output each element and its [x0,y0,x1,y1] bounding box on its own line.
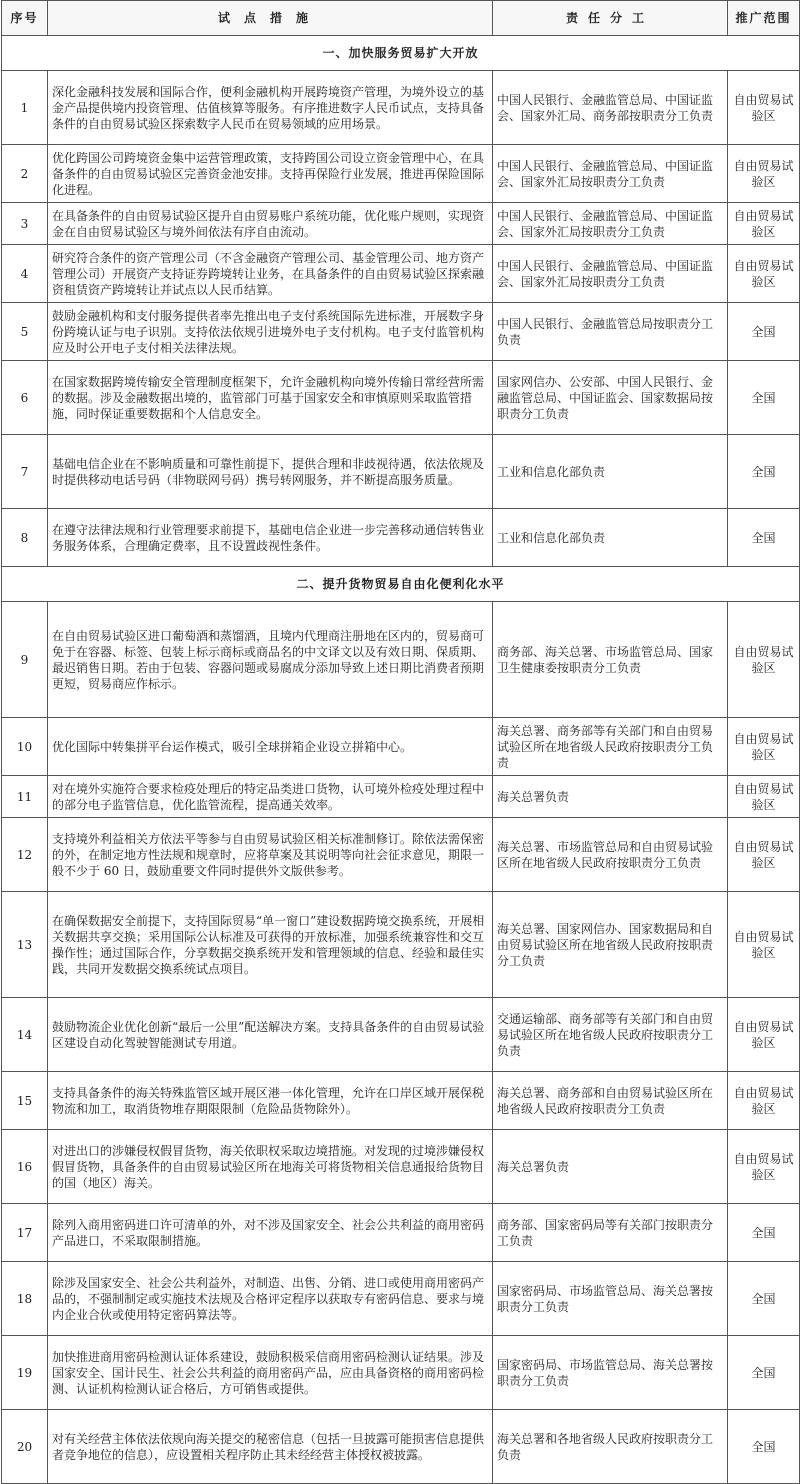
row-scope: 全国 [728,1336,800,1410]
row-responsibility: 海关总署、商务部和自由贸易试验区所在地省级人民政府按职责分工负责 [493,1072,728,1130]
row-number: 14 [2,998,48,1072]
row-scope: 自由贸易试验区 [728,892,800,998]
table-row [2,203,800,245]
row-measure: 对有关经营主体依法依规向海关提交的秘密信息（包括一旦披露可能损害信息提供者竞争地位的信息），应设置相关程序防止其未经经营主体授权被披露。 [48,1410,493,1484]
row-responsibility: 中国人民银行、金融监管总局、中国证监会、国家外汇局按职责分工负责 [493,145,728,203]
row-responsibility: 商务部、海关总署、市场监管总局、国家卫生健康委按职责分工负责 [493,602,728,718]
row-scope: 全国 [728,435,800,509]
row-responsibility: 海关总署负责 [493,1130,728,1204]
table-row [2,435,800,509]
row-responsibility: 工业和信息化部负责 [493,435,728,509]
section-title: 一、加快服务贸易扩大开放 [2,36,800,71]
row-measure: 在自由贸易试验区进口葡萄酒和蒸馏酒，且境内代理商注册地在区内的，贸易商可免于在容器、标签、包装上标示商标或商品名的中文译文以及有效日期、保质期、最迟销售日期。若由于包装、容器问题或易腐成分添加导致上述日期比消费者预期更短，贸易商应作标示。 [48,602,493,718]
row-number: 19 [2,1336,48,1410]
row-measure: 研究符合条件的资产管理公司（不含金融资产管理公司、基金管理公司、地方资产管理公司）开展资产支持证券跨境转让业务，在具备条件的自由贸易试验区探索融资租赁资产跨境转让并试点以人民币结算。 [48,245,493,303]
row-measure: 在国家数据跨境传输安全管理制度框架下，允许金融机构向境外传输日常经营所需的数据。涉及金融数据出境的，监管部门可基于国家安全和审慎原则采取监管措施，同时保证重要数据和个人信息安全。 [48,361,493,435]
table-row [2,1204,800,1262]
row-number: 18 [2,1262,48,1336]
row-responsibility: 中国人民银行、金融监管总局按职责分工负责 [493,303,728,361]
row-number: 4 [2,245,48,303]
row-number: 1 [2,71,48,145]
header-responsibility: 责任分工 [493,1,728,36]
header-scope: 推广范围 [728,1,800,36]
table-row [2,602,800,718]
row-number: 6 [2,361,48,435]
table-row [2,818,800,892]
table-row [2,1130,800,1204]
row-measure: 除列入商用密码进口许可清单的外，对不涉及国家安全、社会公共利益的商用密码产品进口，不采取限制措施。 [48,1204,493,1262]
table-row [2,1336,800,1410]
header-no: 序号 [2,1,48,36]
row-responsibility: 国家密码局、市场监管总局、海关总署按职责分工负责 [493,1336,728,1410]
row-measure: 鼓励物流企业优化创新“最后一公里”配送解决方案。支持具备条件的自由贸易试验区建设自动化驾驶智能测试专用道。 [48,998,493,1072]
table-row [2,1410,800,1484]
row-responsibility: 国家网信办、公安部、中国人民银行、金融监管总局、中国证监会、国家数据局按职责分工负责 [493,361,728,435]
row-responsibility: 海关总署和各地省级人民政府按职责分工负责 [493,1410,728,1484]
row-scope: 自由贸易试验区 [728,998,800,1072]
row-measure: 深化金融科技发展和国际合作，便利金融机构开展跨境资产管理，为境外设立的基金产品提供境内投资管理、估值核算等服务。有序推进数字人民币试点，支持具备条件的自由贸易试验区探索数字人民币在贸易领域的应用场景。 [48,71,493,145]
table-body [2,36,800,1484]
row-number: 17 [2,1204,48,1262]
row-measure: 基础电信企业在不影响质量和可靠性前提下，提供合理和非歧视待遇，依法依规及时提供移动电话号码（非物联网号码）携号转网服务，并不断提高服务质量。 [48,435,493,509]
row-number: 2 [2,145,48,203]
row-responsibility: 海关总署负责 [493,776,728,818]
row-responsibility: 交通运输部、商务部等有关部门和自由贸易试验区所在地省级人民政府按职责分工负责 [493,998,728,1072]
row-scope: 全国 [728,1262,800,1336]
table-row [2,303,800,361]
row-number: 9 [2,602,48,718]
row-measure: 在具备条件的自由贸易试验区提升自由贸易账户系统功能，优化账户规则，实现资金在自由贸易试验区与境外间依法有序自由流动。 [48,203,493,245]
row-scope: 自由贸易试验区 [728,203,800,245]
row-responsibility: 商务部、国家密码局等有关部门按职责分工负责 [493,1204,728,1262]
row-number: 12 [2,818,48,892]
row-measure: 对进出口的涉嫌侵权假冒货物，海关依职权采取边境措施。对发现的过境涉嫌侵权假冒货物，具备条件的自由贸易试验区所在地海关可将货物相关信息通报给货物目的国（地区）海关。 [48,1130,493,1204]
row-scope: 全国 [728,509,800,567]
table-row [2,509,800,567]
table-row [2,245,800,303]
table-row [2,361,800,435]
table-row [2,71,800,145]
row-scope: 自由贸易试验区 [728,245,800,303]
section-row [2,567,800,602]
row-scope: 全国 [728,303,800,361]
table-row [2,1262,800,1336]
row-scope: 自由贸易试验区 [728,145,800,203]
row-number: 15 [2,1072,48,1130]
row-number: 3 [2,203,48,245]
row-responsibility: 中国人民银行、金融监管总局、中国证监会、国家外汇局按职责分工负责 [493,203,728,245]
row-measure: 加快推进商用密码检测认证体系建设，鼓励积极采信商用密码检测认证结果。涉及国家安全、国计民生、社会公共利益的商用密码产品，应由具备资格的商用密码检测、认证机构检测认证合格后，方可销售或提供。 [48,1336,493,1410]
row-scope: 自由贸易试验区 [728,718,800,776]
row-measure: 支持具备条件的海关特殊监管区域开展区港一体化管理，允许在口岸区域开展保税物流和加工，取消货物堆存期限限制（危险品货物除外）。 [48,1072,493,1130]
row-scope: 自由贸易试验区 [728,71,800,145]
header-measure: 试点措施 [48,1,493,36]
row-number: 20 [2,1410,48,1484]
row-responsibility: 海关总署、国家网信办、国家数据局和自由贸易试验区所在地省级人民政府按职责分工负责 [493,892,728,998]
policy-table [1,0,800,1484]
row-responsibility: 国家密码局、市场监管总局、海关总署按职责分工负责 [493,1262,728,1336]
row-measure: 对在境外实施符合要求检疫处理后的特定品类进口货物，认可境外检疫处理过程中的部分电子监管信息，优化监管流程，提高通关效率。 [48,776,493,818]
row-scope: 自由贸易试验区 [728,602,800,718]
table-row [2,1072,800,1130]
row-scope: 自由贸易试验区 [728,1072,800,1130]
section-title: 二、提升货物贸易自由化便利化水平 [2,567,800,602]
table-row [2,776,800,818]
row-measure: 在遵守法律法规和行业管理要求前提下，基础电信企业进一步完善移动通信转售业务服务体系，合理确定费率，且不设置歧视性条件。 [48,509,493,567]
row-responsibility: 中国人民银行、金融监管总局、中国证监会、国家外汇局按职责分工负责 [493,245,728,303]
row-number: 13 [2,892,48,998]
row-number: 10 [2,718,48,776]
row-number: 8 [2,509,48,567]
row-responsibility: 工业和信息化部负责 [493,509,728,567]
row-number: 5 [2,303,48,361]
table-row [2,718,800,776]
row-number: 11 [2,776,48,818]
table-row [2,998,800,1072]
row-measure: 优化国际中转集拼平台运作模式，吸引全球拼箱企业设立拼箱中心。 [48,718,493,776]
row-responsibility: 海关总署、市场监管总局和自由贸易试验区所在地省级人民政府按职责分工负责 [493,818,728,892]
row-scope: 全国 [728,1204,800,1262]
row-responsibility: 海关总署、商务部等有关部门和自由贸易试验区所在地省级人民政府按职责分工负责 [493,718,728,776]
row-measure: 优化跨国公司跨境资金集中运营管理政策，支持跨国公司设立资金管理中心，在具备条件的自由贸易试验区完善资金池安排。支持再保险行业发展，推进再保险国际化进程。 [48,145,493,203]
row-scope: 自由贸易试验区 [728,1130,800,1204]
row-scope: 自由贸易试验区 [728,818,800,892]
row-measure: 在确保数据安全前提下，支持国际贸易“单一窗口”建设数据跨境交换系统，开展相关数据共享交换；采用国际公认标准及可获得的开放标准，加强系统兼容性和交互操作性；通过国际合作，分享数据交换系统开发和管理领域的信息、经验和最佳实践，共同开发数据交换系统试点项目。 [48,892,493,998]
row-scope: 全国 [728,1410,800,1484]
row-measure: 支持境外利益相关方依法平等参与自由贸易试验区相关标准制修订。除依法需保密的外，在制定地方性法规和规章时，应将草案及其说明等向社会征求意见，期限一般不少于 60 日，鼓励重要文件同时提供外文版供参考。 [48,818,493,892]
table-row [2,145,800,203]
row-responsibility: 中国人民银行、金融监管总局、中国证监会、国家外汇局、商务部按职责分工负责 [493,71,728,145]
row-scope: 全国 [728,361,800,435]
row-scope: 自由贸易试验区 [728,776,800,818]
table-row [2,892,800,998]
row-number: 7 [2,435,48,509]
row-number: 16 [2,1130,48,1204]
table-header-row [2,1,800,36]
row-measure: 鼓励金融机构和支付服务提供者率先推出电子支付系统国际先进标准，开展数字身份跨境认证与电子识别。支持依法依规引进境外电子支付机构。电子支付监管机构应及时公开电子支付相关法律法规。 [48,303,493,361]
section-row [2,36,800,71]
row-measure: 除涉及国家安全、社会公共利益外，对制造、出售、分销、进口或使用商用密码产品的，不强制制定或实施技术法规及合格评定程序以获取专有密码信息、要求与境内企业合伙或使用特定密码算法等。 [48,1262,493,1336]
